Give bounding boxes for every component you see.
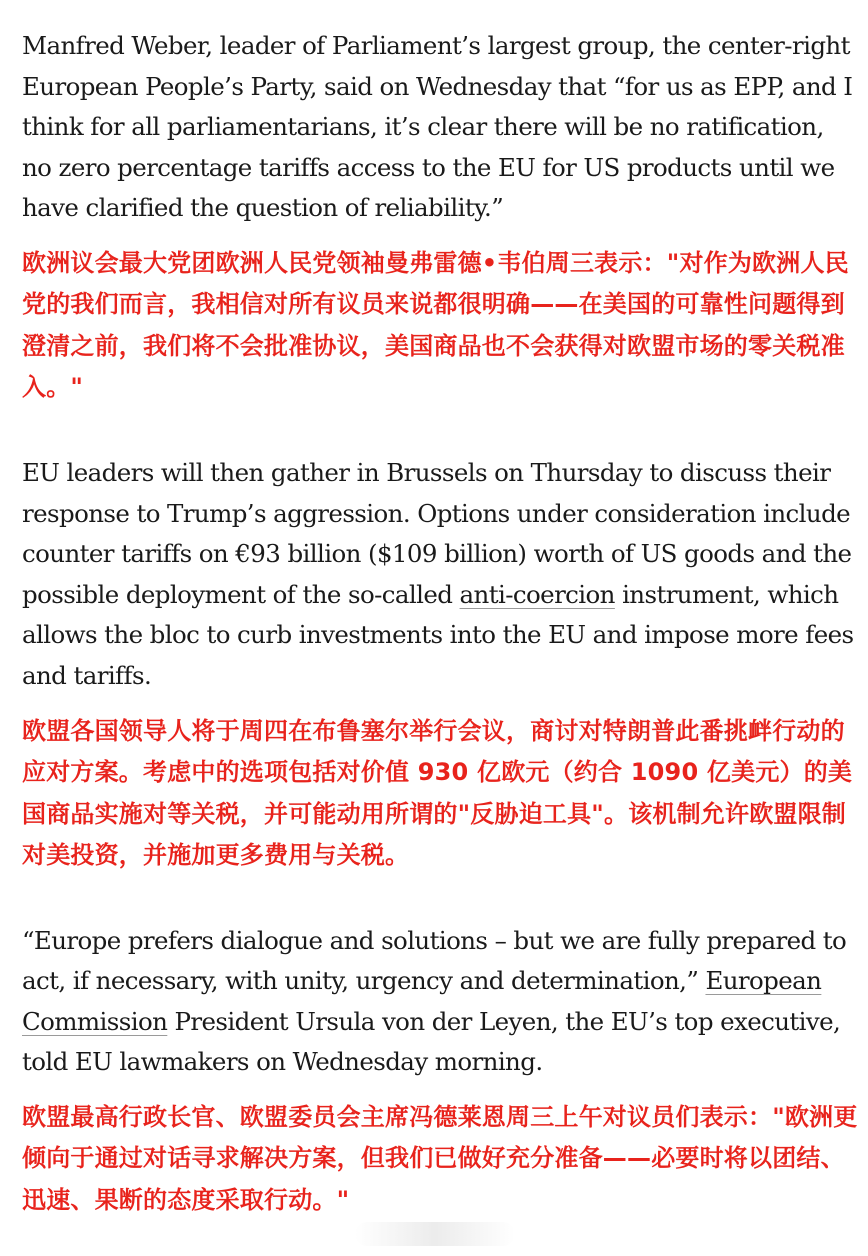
- paragraph-english: [22, 921, 858, 1083]
- article-body: [22, 26, 858, 1221]
- paragraph-english: [22, 453, 858, 697]
- text-segment: instrument, which allows the bloc to curb investments into the EU and impose more fees and tariffs.: [22, 579, 854, 690]
- text-segment: President Ursula von der Leyen, the EU’s top executive, told EU lawmakers on Wednesday morning.: [22, 1006, 841, 1077]
- paragraph-chinese-translation: 欧洲议会最大党团欧洲人民党领袖曼弗雷德•韦伯周三表示："对作为欧洲人民党的我们而言，我相信对所有议员来说都很明确——在美国的可靠性问题得到澄清之前，我们将不会批准协议，美国商品也不会获得对欧盟市场的零关税准入。": [22, 248, 849, 402]
- watermark-blur: [355, 1222, 515, 1246]
- spacer: [22, 1083, 858, 1097]
- paragraph-english: Manfred Weber, leader of Parliament’s largest group, the center-right European People’s Party, said on Wednesday that “for us as EPP, and I think for all parliamentarians, it’s clear there will be no ratification, no zero percentage tariffs access to the EU for US products until we have clarified the question of reliability.”: [22, 31, 853, 223]
- european-commission-link[interactable]: European Commission: [22, 966, 822, 1036]
- spacer: [22, 409, 858, 453]
- anti-coercion-link[interactable]: anti-coercion: [459, 579, 615, 609]
- text-segment: EU leaders will then gather in Brussels on Thursday to discuss their response to Trump’s aggression. Options under consideration include counter tariffs on €93 billion ($109 billion) worth of US goods and the possible deployment of the so-called: [22, 457, 852, 609]
- paragraph-chinese-translation: 欧盟各国领导人将于周四在布鲁塞尔举行会议，商讨对特朗普此番挑衅行动的应对方案。考虑中的选项包括对价值 930 亿欧元（约合 1090 亿美元）的美国商品实施对等关税，并可能动用所谓的"反胁迫工具"。该机制允许欧盟限制对美投资，并施加更多费用与关税。: [22, 716, 853, 870]
- spacer: [22, 697, 858, 711]
- spacer: [22, 229, 858, 243]
- text-segment: “Europe prefers dialogue and solutions – but we are fully prepared to act, if necessary, with unity, urgency and determination,”: [22, 925, 847, 996]
- paragraph-chinese-translation: 欧盟最高行政长官、欧盟委员会主席冯德莱恩周三上午对议员们表示："欧洲更倾向于通过对话寻求解决方案，但我们已做好充分准备——必要时将以团结、迅速、果断的态度采取行动。": [22, 1102, 858, 1214]
- spacer: [22, 877, 858, 921]
